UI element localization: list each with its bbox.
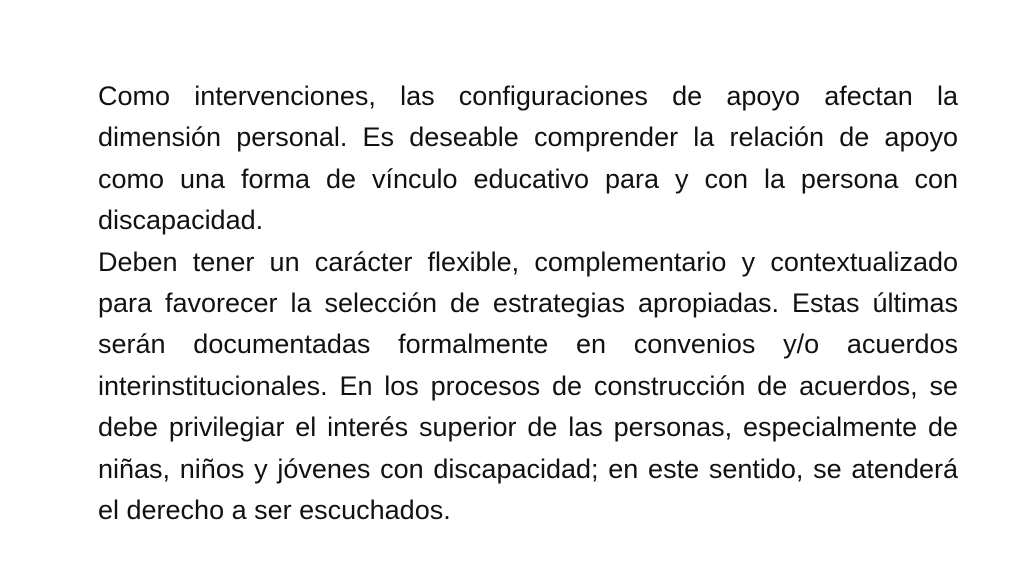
paragraph-flexible-character: Deben tener un carácter flexible, complementario y contextualizado para favorecer la selección de estrategias apropiadas. Estas últimas serán documentadas formalmente en convenios y/o acuerdos interinstitucionales. En los procesos de construcción de acuerdos, se debe privilegiar el interés superior de las personas, especialmente de niñas, niños y jóvenes con discapacidad; en este sentido, se atenderá el derecho a ser escuchados. <box>98 246 958 526</box>
paragraph-support-configurations: Como intervenciones, las configuraciones de apoyo afectan la dimensión personal. Es deseable comprender la relación de apoyo como una forma de vínculo educativo para y con la persona con discapacidad. <box>98 81 958 236</box>
body-text <box>98 76 958 531</box>
